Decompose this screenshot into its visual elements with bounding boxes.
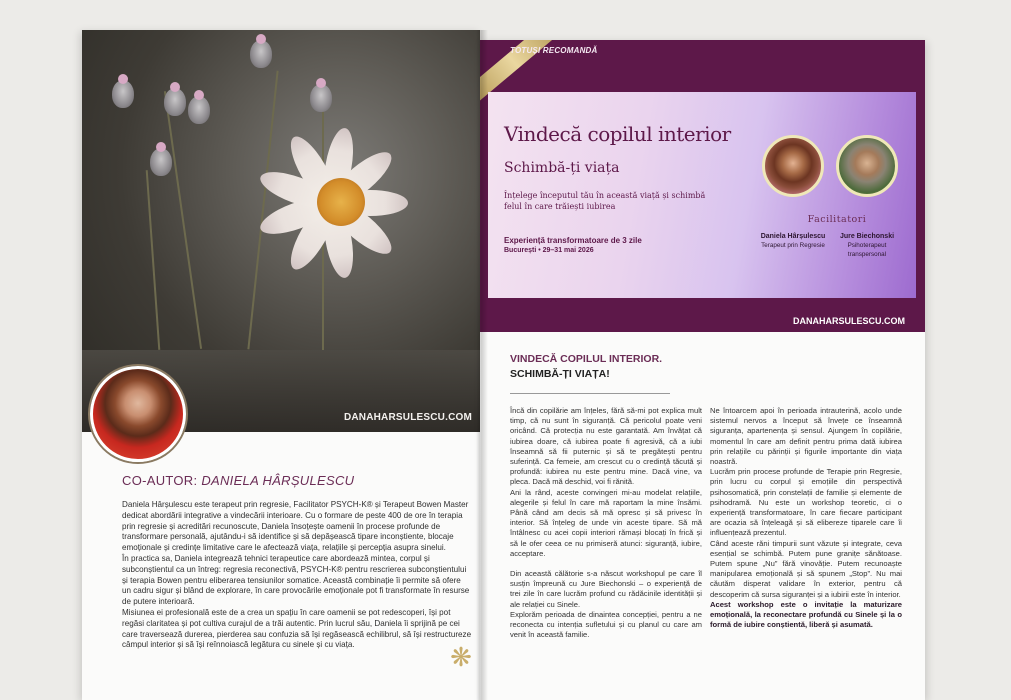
photo-credit: DANAHARSULESCU.COM xyxy=(343,412,472,423)
workshop-promo xyxy=(488,92,916,298)
article-paragraph: Ne întoarcem apoi în perioada intrauterină, acolo unde sistemul nervos a început să învețe ce înseamnă siguranța, apartenența și sensul. Ajungem în copilărie, momentul în care am definit pentru prima dată iubirea prin relațiile cu părinții și figurile importante din viața noastră. xyxy=(710,406,902,467)
article-paragraph: Acest workshop este o invitație la maturizare emoțională, la reconectare profundă cu Sinele și la o formă de iubire conștientă, liberă și asumată. xyxy=(710,599,902,630)
bio-paragraph: Daniela Hârșulescu este terapeut prin regresie, Facilitator PSYCH-K® și Terapeut Bowen Master dedicat abordării integrative a vindecării interioare. Cu o formare de peste 400 de ore în terapia prin regresie și acreditări recunoscute, Daniela însoțește oamenii în procese profunde de transformare personală, ajutându-i să identifice și să depășească tipare inconștiente, blocaje emoționale și credințe limitative care le afectează viața, relațiile și percepția asupra sinelui. xyxy=(122,500,469,553)
author-avatar xyxy=(90,366,186,462)
flower-center xyxy=(317,178,365,226)
website-link[interactable]: DANAHARSULESCU.COM xyxy=(793,316,905,326)
facilitators-heading: Facilitatori xyxy=(807,214,867,225)
flower-bud xyxy=(112,80,134,108)
article-title-line: VINDECĂ COPILUL INTERIOR. xyxy=(510,353,663,365)
flower-bud xyxy=(150,148,172,176)
article-column-right xyxy=(710,406,902,630)
flower-bud xyxy=(188,96,210,124)
co-author-label: CO-AUTOR: xyxy=(122,473,198,488)
article-paragraph: Când aceste răni timpurii sunt văzute și integrate, ceva esențial se schimbă. Putem pune granițe sănătoase. Putem spune „Nu” fără vinovăție. Putem recunoaște manipularea emoțională și să spunem „Stop”. Nu mai căutăm disperat validare în exterior, pentru că descoperim că sursa siguranței și a iubirii este în interior. xyxy=(710,538,902,599)
flower-bud xyxy=(164,88,186,116)
bio-paragraph: Misiunea ei profesională este de a crea un spațiu în care oamenii se pot redescoperi, își pot regăsi claritatea și pot cultiva curajul de a trăi autentic. Prin lucrul său, Daniela îi sprijină pe cei care traversează durerea, pierderea sau confuzia să își regăsească echilibrul, să își restructureze câmpul interior și să își reînnoiască legătura cu sinele și cu viața. xyxy=(122,607,472,650)
promo-subtitle: Schimbă-ți viața xyxy=(504,160,620,176)
flower-stem xyxy=(164,91,202,349)
title-divider xyxy=(510,393,670,394)
flower-bud xyxy=(250,40,272,68)
facilitator-name: Jure Biechonski xyxy=(839,233,895,240)
co-author-name: DANIELA HÂRȘULESCU xyxy=(201,473,355,488)
book-spine xyxy=(476,30,488,700)
left-page xyxy=(82,30,480,700)
facilitator-avatar xyxy=(762,135,824,197)
facilitator-name: Daniela Hârșulescu xyxy=(760,233,826,240)
magazine-spread xyxy=(82,30,925,700)
article-title-line: SCHIMBĂ-ȚI VIAȚA! xyxy=(510,368,610,380)
section-label: TOTUȘI RECOMANDĂ xyxy=(510,46,598,55)
event-banner xyxy=(480,40,925,332)
bio-paragraph: În practica sa, Daniela integrează tehnici terapeutice care abordează mintea, corpul și subconștientul ca un întreg: regresia reconectivă, PSYCH-K® pentru rescrierea subconștientului și terapia Bowen pentru eliberarea tensiunilor somatice. Această combinație îi permite să ofere un cadru sigur și blând de explorare, în care provocările emoționale pot fi transformate în resurse de putere interioară. xyxy=(122,553,470,607)
cosmos-flower xyxy=(232,120,452,280)
article-column-left xyxy=(510,406,702,640)
flower-bud xyxy=(310,84,332,112)
author-bio xyxy=(122,500,472,651)
promo-experience: Experiență transformatoare de 3 zile xyxy=(504,236,642,245)
article-paragraph: Încă din copilărie am înțeles, fără să-mi pot explica mult timp, că nu sunt în siguranță. Că pericolul poate veni oricând. Că protecția nu este garantată. Am învățat că iubirea doare, că iubirea poate fi agresivă, că a iubi înseamnă să fii puternic și să te pregătești pentru suferință. Ca femeie, am crescut cu o credință tăcută și profundă: iubirea nu este pentru mine. Dacă vine, va pleca. Dacă mă deschid, voi fi rănită. xyxy=(510,406,702,487)
mandala-ornament-icon: ❋ xyxy=(450,642,472,672)
facilitator-avatar xyxy=(836,135,898,197)
article-paragraph: Lucrăm prin procese profunde de Terapie prin Regresie, prin lucru cu corpul și emoțiile din perspectivă psihosomatică, prin constelații de familie și elemente de psihodramă. Nu este un workshop teoretic, ci o experiență transformatoare, în care fiecare participant are ocazia să înțeleagă și să elibereze tiparele care îi influențează prezentul. xyxy=(710,467,902,538)
facilitator-role: Psihoterapeut transpersonal xyxy=(847,242,887,258)
flower-stem xyxy=(146,170,161,350)
promo-date: București • 29–31 mai 2026 xyxy=(504,247,594,254)
facilitator-role: Terapeut prin Regresie xyxy=(761,242,825,249)
co-author-heading xyxy=(122,473,354,488)
article-paragraph: Ani la rând, aceste convingeri mi-au modelat relațiile, alegerile și felul în care mă raportam la mine însămi. Până când am decis să mă opresc și să privesc în interior. Să înțeleg de unde vin aceste tipare. Să mă întâlnesc cu acei copii interiori rămași blocați în frică și să le ofer ceea ce nu primiseră atunci: siguranță, iubire, acceptare. xyxy=(510,487,702,558)
right-page xyxy=(480,40,925,700)
promo-description: Înțelege începutul tău în această viață și schimbă felul în care trăiești iubirea xyxy=(504,191,706,211)
article-paragraph: Din această călătorie s-a născut workshopul pe care îl susțin împreună cu Jure Biechonski – o experiență de trei zile în care lucrăm profund cu rădăcinile identității și ale relației cu Sinele. xyxy=(510,569,702,609)
article-title xyxy=(510,352,710,382)
article-paragraph: Explorăm perioada de dinaintea concepției, pentru a ne reconecta cu intenția sufletului și cu planul cu care am venit în această familie. xyxy=(510,609,702,640)
promo-title: Vindecă copilul interior xyxy=(504,122,731,146)
